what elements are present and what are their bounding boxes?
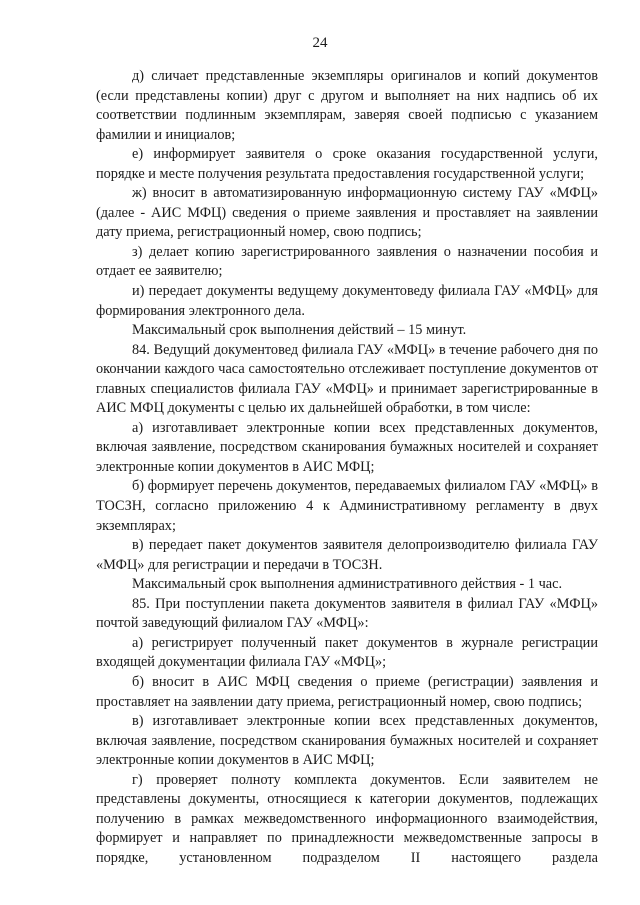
paragraph-85-a: а) регистрирует полученный пакет документов в журнале регистрации входящей документации филиала ГАУ «МФЦ»;: [96, 634, 598, 671]
paragraph-85: 85. При поступлении пакета документов заявителя в филиал ГАУ «МФЦ» почтой заведующий филиалом ГАУ «МФЦ»:: [96, 595, 598, 632]
max-time-note-1-hour: Максимальный срок выполнения административного действия - 1 час.: [132, 576, 563, 593]
max-time-note-15-min: Максимальный срок выполнения действий – 15 минут.: [132, 322, 467, 339]
document-body: [96, 67, 598, 868]
paragraph-85-v: в) изготавливает электронные копии всех представленных документов, включая заявление, посредством сканирования бумажных носителей и сохраняет электронные копии документов в АИС МФЦ;: [96, 713, 598, 769]
paragraph-e: е) информирует заявителя о сроке оказания государственной услуги, порядке и месте получения результата предоставления государственной услуги;: [96, 146, 598, 182]
paragraph-d: д) сличает представленные экземпляры оригиналов и копий документов (если представлены копии) друг с другом и выполняет на них надпись об их соответствии подлинным экземплярам, заверяя своей подписью с указанием фамилии и инициалов;: [96, 68, 598, 143]
paragraph-84-v: в) передает пакет документов заявителя делопроизводителю филиала ГАУ «МФЦ» для регистрации и передачи в ТОСЗН.: [96, 537, 598, 573]
paragraph-85-g: г) проверяет полноту комплекта документов. Если заявителем не представлены документы, относящиеся к категории документов, подлежащих получению в рамках межведомственного информационного взаимодействия, формирует и направляет по принадлежности межведомственные запросы в порядке, установленном подразделом II настоящего раздела: [96, 771, 598, 866]
paragraph-85-b: б) вносит в АИС МФЦ сведения о приеме (регистрации) заявления и проставляет на заявлении дату приема, регистрационный номер, свою подпись;: [96, 673, 598, 710]
paragraph-84-a: а) изготавливает электронные копии всех представленных документов, включая заявление, посредством сканирования бумажных носителей и сохраняет электронные копии документов в АИС МФЦ;: [96, 419, 598, 475]
paragraph-84: 84. Ведущий документовед филиала ГАУ «МФЦ» в течение рабочего дня по окончании каждого часа самостоятельно отслеживает поступление документов от главных специалистов филиала ГАУ «МФЦ» и принимает зарегистрированные в АИС МФЦ документы с целью их дальнейшей обработки, в том числе:: [96, 341, 598, 417]
paragraph-z: з) делает копию зарегистрированного заявления о назначении пособия и отдает ее заявителю;: [96, 243, 598, 280]
paragraph-zh: ж) вносит в автоматизированную информационную систему ГАУ «МФЦ» (далее - АИС МФЦ) сведения о приеме заявления и проставляет на заявлении дату приема, регистрационный номер, свою подпись;: [96, 185, 598, 241]
page-number: 24: [312, 35, 328, 51]
paragraph-i: и) передает документы ведущему документоведу филиала ГАУ «МФЦ» для формирования электронного дела.: [96, 283, 598, 319]
paragraph-84-b: б) формирует перечень документов, передаваемых филиалом ГАУ «МФЦ» в ТОСЗН, согласно приложению 4 к Административному регламенту в двух экземплярах;: [96, 478, 598, 534]
